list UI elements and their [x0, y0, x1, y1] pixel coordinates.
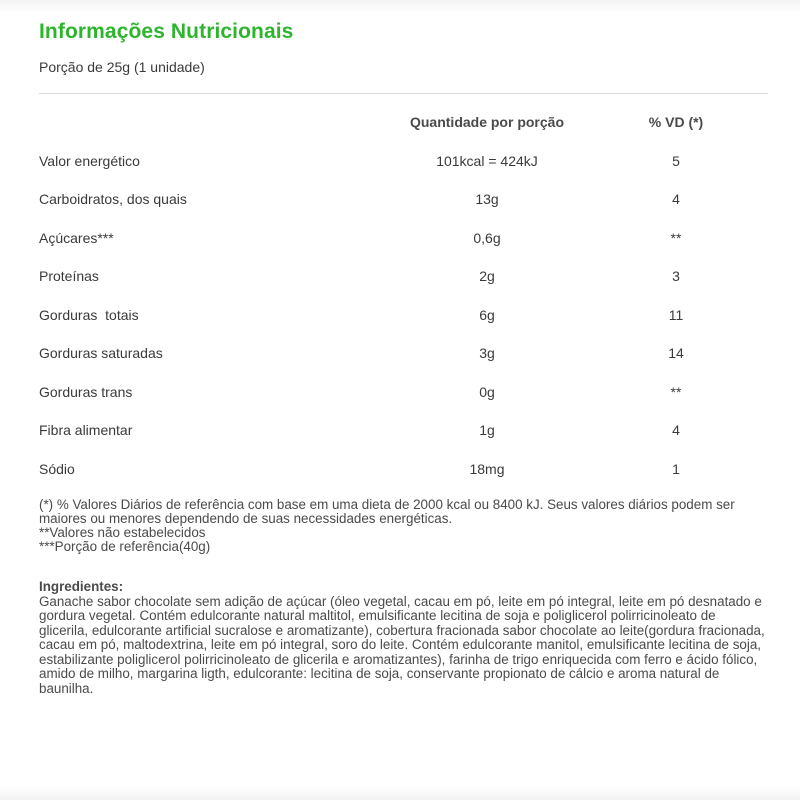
- nutrient-name: Valor energético: [39, 152, 140, 169]
- table-row: [39, 224, 768, 263]
- nutrient-name: Carboidratos, dos quais: [39, 191, 187, 207]
- nutrient-vd: 3: [672, 268, 680, 284]
- nutrient-vd: 14: [668, 345, 684, 361]
- header-vd: % VD (*): [648, 114, 704, 130]
- nutrient-quantity: 1g: [479, 422, 495, 438]
- nutrient-vd: 11: [668, 306, 684, 323]
- ingredients-section: [39, 580, 768, 696]
- table-row: [39, 185, 768, 224]
- table-row: [39, 455, 768, 494]
- nutrient-quantity: 6g: [479, 306, 495, 323]
- ingredients-heading: Ingredientes:: [39, 579, 124, 594]
- table-row: [39, 378, 768, 417]
- nutrient-vd: 4: [672, 422, 680, 438]
- nutrient-quantity: 101kcal = 424kJ: [436, 152, 538, 169]
- page-title: Informações Nutricionais: [39, 20, 294, 43]
- footnotes: [39, 498, 768, 554]
- footnote-reference-portion: ***Porção de referência(40g): [39, 539, 211, 554]
- ingredients-text: Ganache sabor chocolate sem adição de açúcar (óleo vegetal, cacau em pó, leite em pó integral, leite em pó desnatado e gordura vegetal. Contém edulcorante natural maltitol, emulsificante lecitina de soja e poliglicerol polirricinoleato de glicerila, edulcorante artificial sucralose e aromatizante), cobertura fracionada sabor chocolate ao leite(gordura fracionada, cacau em pó, maltodextrina, leite em pó integral, soro do leite. Contém edulcorante manitol, emulsificante lecitina de soja, estabilizante poliglicerol polirricinoleato de glicerila e aromatizantes), farinha de trigo enriquecida com ferro e ácido fólico, amido de milho, margarina ligth, edulcorante: lecitina de soja, conservante propionato de cálcio e aroma natural de baunilha.: [39, 593, 765, 696]
- nutrient-name: Gorduras saturadas: [39, 345, 163, 361]
- footnote-vd: (*) % Valores Diários de referência com base em uma dieta de 2000 kcal ou 8400 kJ. Seus valores diários podem ser maiores ou menores dependendo de suas necessidades energéticas.: [39, 497, 735, 526]
- table-row: [39, 416, 768, 455]
- nutrient-vd: 4: [672, 191, 680, 207]
- table-row: [39, 301, 768, 340]
- footnote-not-established: **Valores não estabelecidos: [39, 525, 206, 540]
- nutrient-quantity: 3g: [479, 345, 495, 361]
- header-quantity: Quantidade por porção: [409, 114, 564, 130]
- table-row: [39, 262, 768, 301]
- nutrient-quantity: 0,6g: [473, 229, 501, 246]
- table-row: [39, 147, 768, 186]
- nutrient-vd: **: [670, 229, 682, 246]
- nutrient-vd: 5: [672, 152, 680, 169]
- nutrient-vd: **: [670, 383, 682, 400]
- nutrient-name: Gorduras trans: [39, 383, 133, 400]
- nutrient-quantity: 13g: [475, 191, 499, 207]
- nutrient-quantity: 18mg: [469, 460, 505, 477]
- nutrient-name: Açúcares***: [39, 229, 114, 246]
- nutrient-quantity: 0g: [479, 383, 495, 400]
- nutrient-name: Fibra alimentar: [39, 422, 133, 438]
- nutrient-name: Proteínas: [39, 268, 99, 284]
- table-row: [39, 339, 768, 378]
- portion-size: Porção de 25g (1 unidade): [39, 59, 205, 75]
- nutrient-quantity: 2g: [479, 268, 495, 284]
- nutrient-name: Gorduras totais: [39, 306, 139, 323]
- nutrition-table: [39, 108, 768, 493]
- divider: [39, 93, 768, 94]
- table-header-row: [39, 108, 768, 147]
- nutrient-name: Sódio: [39, 460, 75, 477]
- nutrient-vd: 1: [672, 460, 680, 477]
